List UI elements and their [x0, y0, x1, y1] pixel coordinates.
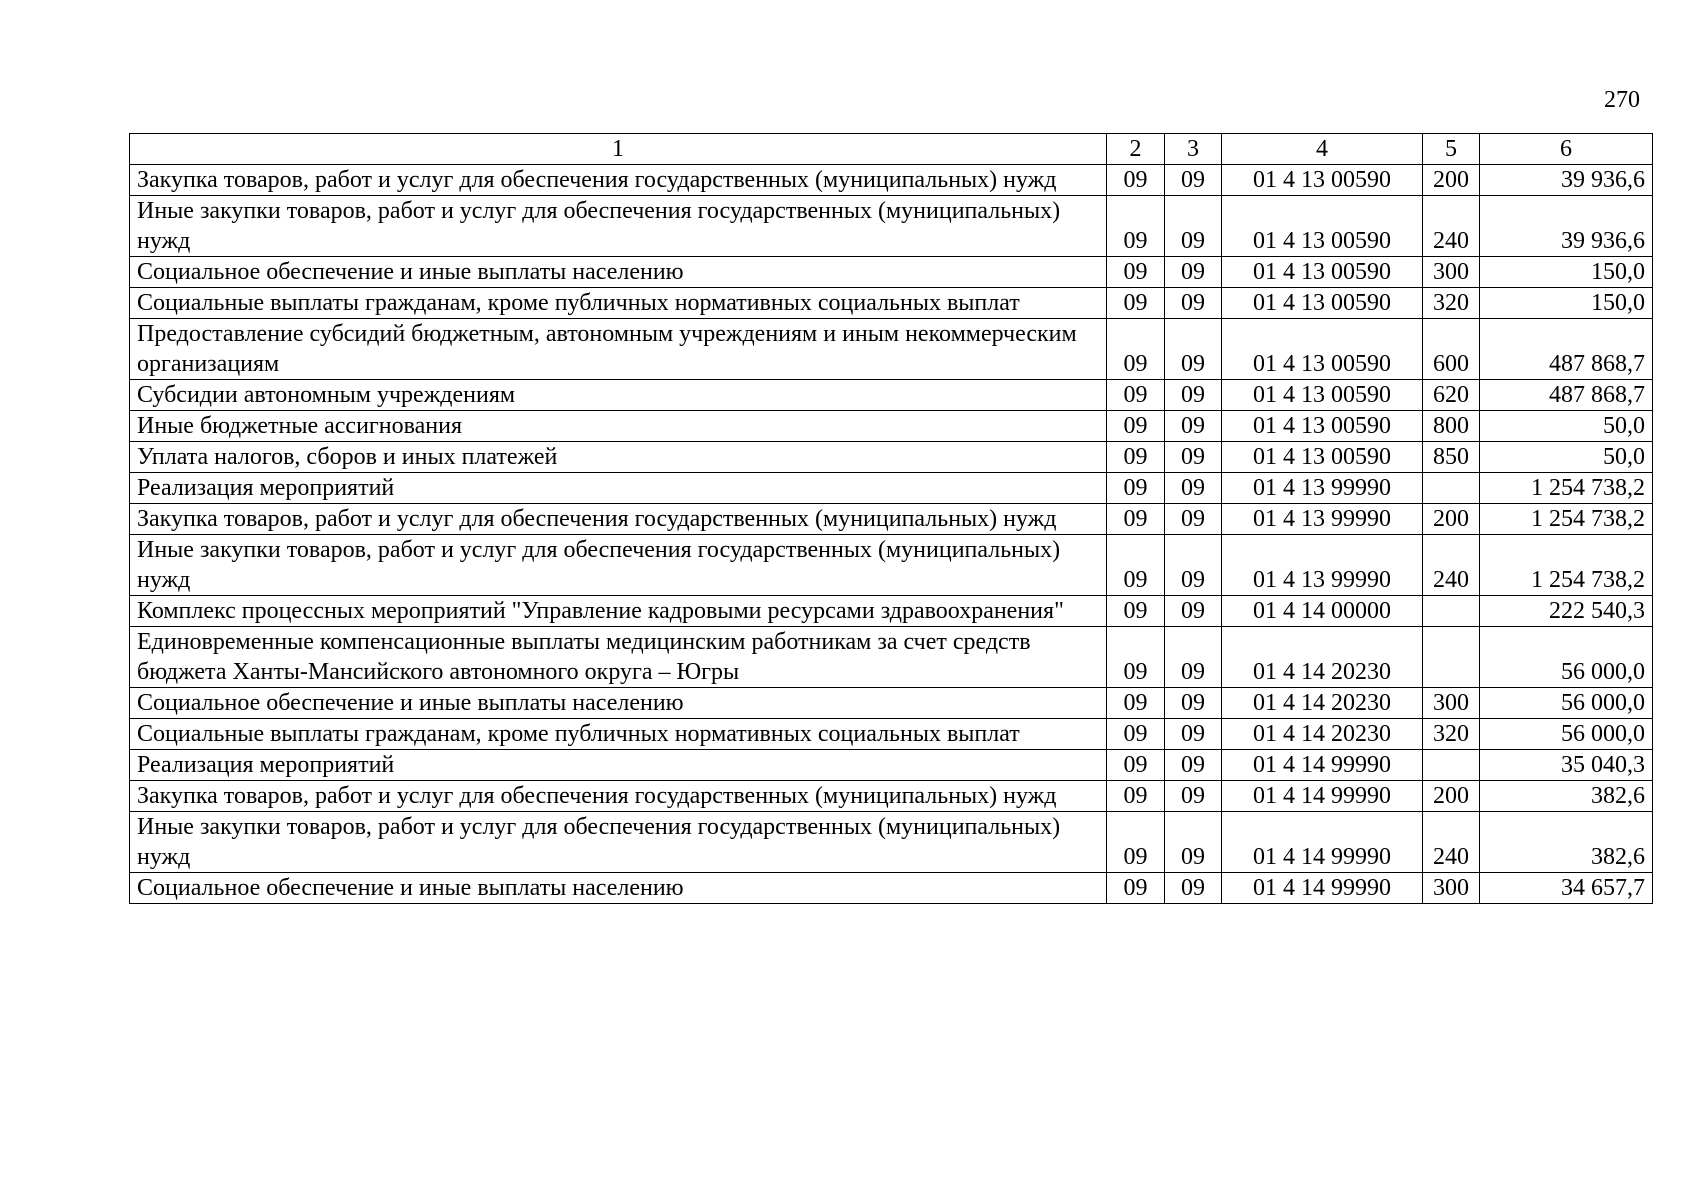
- row-amount-cell: 487 868,7: [1480, 319, 1653, 380]
- row-name-cell: Реализация мероприятий: [130, 750, 1107, 781]
- row-subsection-cell: 09: [1165, 442, 1222, 473]
- row-section-cell: 09: [1107, 257, 1165, 288]
- row-target-article-cell: 01 4 13 99990: [1222, 473, 1423, 504]
- row-amount-cell: 1 254 738,2: [1480, 504, 1653, 535]
- row-name-cell: Закупка товаров, работ и услуг для обеспечения государственных (муниципальных) нужд: [130, 165, 1107, 196]
- header-col-1: 1: [130, 134, 1107, 165]
- row-section-cell: 09: [1107, 535, 1165, 596]
- table-row: [130, 781, 1653, 812]
- row-target-article-cell: 01 4 13 00590: [1222, 165, 1423, 196]
- row-subsection-cell: 09: [1165, 319, 1222, 380]
- row-section-cell: 09: [1107, 719, 1165, 750]
- table-row: [130, 627, 1653, 688]
- row-target-article-cell: 01 4 13 00590: [1222, 442, 1423, 473]
- row-target-article-cell: 01 4 14 20230: [1222, 719, 1423, 750]
- table-row: [130, 688, 1653, 719]
- row-section-cell: 09: [1107, 812, 1165, 873]
- row-subsection-cell: 09: [1165, 812, 1222, 873]
- row-section-cell: 09: [1107, 596, 1165, 627]
- table-row: [130, 719, 1653, 750]
- row-amount-cell: 150,0: [1480, 257, 1653, 288]
- row-subsection-cell: 09: [1165, 411, 1222, 442]
- table-row: [130, 257, 1653, 288]
- row-target-article-cell: 01 4 14 00000: [1222, 596, 1423, 627]
- row-target-article-cell: 01 4 14 99990: [1222, 812, 1423, 873]
- row-target-article-cell: 01 4 13 00590: [1222, 380, 1423, 411]
- row-section-cell: 09: [1107, 196, 1165, 257]
- row-section-cell: 09: [1107, 781, 1165, 812]
- row-expense-type-cell: 300: [1423, 873, 1480, 904]
- row-expense-type-cell: 200: [1423, 781, 1480, 812]
- row-amount-cell: 50,0: [1480, 442, 1653, 473]
- header-row: [130, 134, 1653, 165]
- row-expense-type-cell: 240: [1423, 535, 1480, 596]
- row-amount-cell: 35 040,3: [1480, 750, 1653, 781]
- row-expense-type-cell: 800: [1423, 411, 1480, 442]
- row-name-cell: Социальное обеспечение и иные выплаты населению: [130, 257, 1107, 288]
- row-section-cell: 09: [1107, 288, 1165, 319]
- row-expense-type-cell: 600: [1423, 319, 1480, 380]
- table-row: [130, 812, 1653, 873]
- row-name-cell: Социальные выплаты гражданам, кроме публичных нормативных социальных выплат: [130, 719, 1107, 750]
- row-amount-cell: 1 254 738,2: [1480, 535, 1653, 596]
- row-subsection-cell: 09: [1165, 627, 1222, 688]
- row-expense-type-cell: [1423, 596, 1480, 627]
- row-expense-type-cell: 850: [1423, 442, 1480, 473]
- row-name-cell: Социальные выплаты гражданам, кроме публичных нормативных социальных выплат: [130, 288, 1107, 319]
- row-name-cell: Закупка товаров, работ и услуг для обеспечения государственных (муниципальных) нужд: [130, 781, 1107, 812]
- row-subsection-cell: 09: [1165, 873, 1222, 904]
- row-section-cell: 09: [1107, 380, 1165, 411]
- row-amount-cell: 56 000,0: [1480, 719, 1653, 750]
- row-name-cell: Реализация мероприятий: [130, 473, 1107, 504]
- row-amount-cell: 222 540,3: [1480, 596, 1653, 627]
- row-name-cell: Иные закупки товаров, работ и услуг для обеспечения государственных (муниципальных) нужд: [130, 196, 1107, 257]
- row-target-article-cell: 01 4 13 99990: [1222, 504, 1423, 535]
- row-amount-cell: 382,6: [1480, 812, 1653, 873]
- page-number: 270: [1604, 87, 1640, 113]
- row-subsection-cell: 09: [1165, 688, 1222, 719]
- table-row: [130, 535, 1653, 596]
- row-amount-cell: 487 868,7: [1480, 380, 1653, 411]
- row-name-cell: Социальное обеспечение и иные выплаты населению: [130, 873, 1107, 904]
- table-row: [130, 319, 1653, 380]
- row-expense-type-cell: [1423, 627, 1480, 688]
- table-row: [130, 411, 1653, 442]
- table-row: [130, 196, 1653, 257]
- row-expense-type-cell: 620: [1423, 380, 1480, 411]
- row-expense-type-cell: 300: [1423, 688, 1480, 719]
- row-subsection-cell: 09: [1165, 535, 1222, 596]
- row-target-article-cell: 01 4 13 00590: [1222, 196, 1423, 257]
- row-subsection-cell: 09: [1165, 288, 1222, 319]
- table-row: [130, 504, 1653, 535]
- row-amount-cell: 56 000,0: [1480, 688, 1653, 719]
- row-name-cell: Иные бюджетные ассигнования: [130, 411, 1107, 442]
- row-expense-type-cell: 320: [1423, 288, 1480, 319]
- row-name-cell: Предоставление субсидий бюджетным, автономным учреждениям и иным некоммерческим организациям: [130, 319, 1107, 380]
- row-amount-cell: 34 657,7: [1480, 873, 1653, 904]
- row-section-cell: 09: [1107, 750, 1165, 781]
- budget-table: [129, 133, 1653, 904]
- row-amount-cell: 382,6: [1480, 781, 1653, 812]
- header-col-5: 5: [1423, 134, 1480, 165]
- row-expense-type-cell: 200: [1423, 504, 1480, 535]
- row-section-cell: 09: [1107, 165, 1165, 196]
- table-row: [130, 165, 1653, 196]
- row-subsection-cell: 09: [1165, 504, 1222, 535]
- row-name-cell: Социальное обеспечение и иные выплаты населению: [130, 688, 1107, 719]
- row-subsection-cell: 09: [1165, 257, 1222, 288]
- row-target-article-cell: 01 4 13 00590: [1222, 257, 1423, 288]
- row-expense-type-cell: 200: [1423, 165, 1480, 196]
- row-expense-type-cell: [1423, 750, 1480, 781]
- table-row: [130, 873, 1653, 904]
- row-amount-cell: 50,0: [1480, 411, 1653, 442]
- row-section-cell: 09: [1107, 688, 1165, 719]
- row-amount-cell: 39 936,6: [1480, 196, 1653, 257]
- header-col-4: 4: [1222, 134, 1423, 165]
- row-expense-type-cell: 240: [1423, 812, 1480, 873]
- table-row: [130, 596, 1653, 627]
- row-section-cell: 09: [1107, 473, 1165, 504]
- row-name-cell: Уплата налогов, сборов и иных платежей: [130, 442, 1107, 473]
- row-target-article-cell: 01 4 14 99990: [1222, 873, 1423, 904]
- row-section-cell: 09: [1107, 442, 1165, 473]
- row-target-article-cell: 01 4 13 00590: [1222, 411, 1423, 442]
- row-target-article-cell: 01 4 14 20230: [1222, 688, 1423, 719]
- row-subsection-cell: 09: [1165, 196, 1222, 257]
- row-section-cell: 09: [1107, 319, 1165, 380]
- row-section-cell: 09: [1107, 411, 1165, 442]
- row-expense-type-cell: [1423, 473, 1480, 504]
- table-row: [130, 288, 1653, 319]
- row-section-cell: 09: [1107, 873, 1165, 904]
- table-row: [130, 442, 1653, 473]
- row-expense-type-cell: 320: [1423, 719, 1480, 750]
- row-target-article-cell: 01 4 13 00590: [1222, 319, 1423, 380]
- table-row: [130, 473, 1653, 504]
- row-subsection-cell: 09: [1165, 596, 1222, 627]
- row-name-cell: Субсидии автономным учреждениям: [130, 380, 1107, 411]
- row-amount-cell: 1 254 738,2: [1480, 473, 1653, 504]
- row-amount-cell: 56 000,0: [1480, 627, 1653, 688]
- row-subsection-cell: 09: [1165, 380, 1222, 411]
- table-body: [130, 165, 1653, 904]
- row-target-article-cell: 01 4 14 99990: [1222, 781, 1423, 812]
- row-name-cell: Иные закупки товаров, работ и услуг для обеспечения государственных (муниципальных) нужд: [130, 812, 1107, 873]
- row-subsection-cell: 09: [1165, 719, 1222, 750]
- row-section-cell: 09: [1107, 627, 1165, 688]
- row-name-cell: Комплекс процессных мероприятий "Управление кадровыми ресурсами здравоохранения": [130, 596, 1107, 627]
- row-target-article-cell: 01 4 13 99990: [1222, 535, 1423, 596]
- row-amount-cell: 150,0: [1480, 288, 1653, 319]
- row-name-cell: Закупка товаров, работ и услуг для обеспечения государственных (муниципальных) нужд: [130, 504, 1107, 535]
- row-expense-type-cell: 300: [1423, 257, 1480, 288]
- row-section-cell: 09: [1107, 504, 1165, 535]
- row-subsection-cell: 09: [1165, 781, 1222, 812]
- table-row: [130, 380, 1653, 411]
- header-col-2: 2: [1107, 134, 1165, 165]
- header-col-3: 3: [1165, 134, 1222, 165]
- row-name-cell: Единовременные компенсационные выплаты медицинским работникам за счет средств бюджета Ханты-Мансийского автономного округа – Югры: [130, 627, 1107, 688]
- row-amount-cell: 39 936,6: [1480, 165, 1653, 196]
- row-name-cell: Иные закупки товаров, работ и услуг для обеспечения государственных (муниципальных) нужд: [130, 535, 1107, 596]
- row-expense-type-cell: 240: [1423, 196, 1480, 257]
- row-subsection-cell: 09: [1165, 165, 1222, 196]
- table-row: [130, 750, 1653, 781]
- row-subsection-cell: 09: [1165, 750, 1222, 781]
- row-subsection-cell: 09: [1165, 473, 1222, 504]
- header-col-6: 6: [1480, 134, 1653, 165]
- row-target-article-cell: 01 4 13 00590: [1222, 288, 1423, 319]
- row-target-article-cell: 01 4 14 99990: [1222, 750, 1423, 781]
- row-target-article-cell: 01 4 14 20230: [1222, 627, 1423, 688]
